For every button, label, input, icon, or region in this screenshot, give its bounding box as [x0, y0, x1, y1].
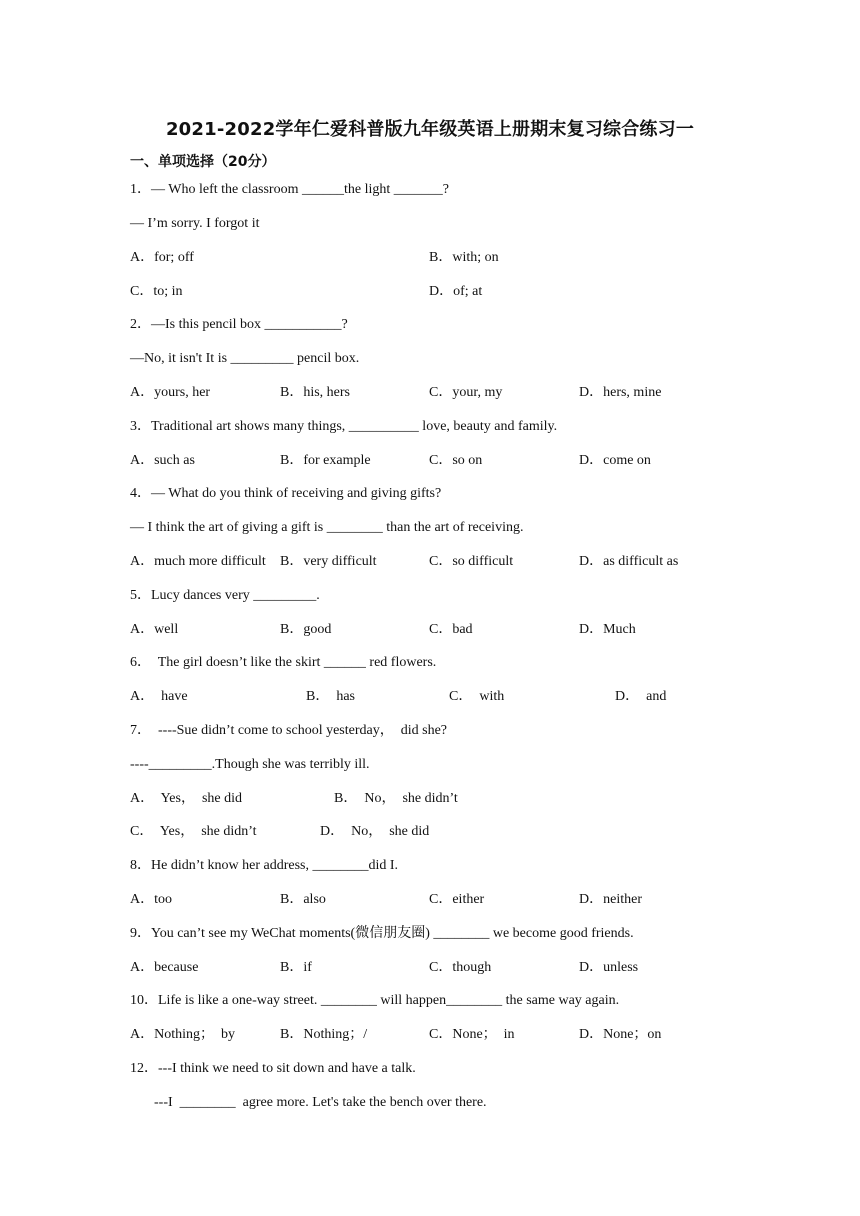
- question-9-option-d: D．unless: [579, 960, 639, 975]
- section-heading: 一、单项选择（20分）: [130, 154, 276, 170]
- question-9-option-b: B．if: [280, 960, 312, 975]
- question-1-option-d: D．of; at: [429, 284, 483, 299]
- question-2-option-c: C．your, my: [429, 385, 503, 400]
- question-9-stem: 9．You can’t see my WeChat moments(微信朋友圈) ________ we become good friends.: [130, 926, 634, 941]
- question-8-option-c: C．either: [429, 892, 485, 907]
- question-4-option-b: B．very difficult: [280, 554, 377, 569]
- question-8-option-d: D．neither: [579, 892, 642, 907]
- question-8-option-b: B．also: [280, 892, 326, 907]
- question-10-stem: 10．Life is like a one-way street. ________ will happen________ the same way again.: [130, 993, 620, 1008]
- question-5-stem: 5．Lucy dances very _________.: [130, 588, 320, 603]
- question-3-option-b: B．for example: [280, 453, 371, 468]
- question-5-option-b: B．good: [280, 622, 332, 637]
- question-4-response: — I think the art of giving a gift is ________ than the art of receiving.: [130, 520, 524, 535]
- question-1-response: — I’m sorry. I forgot it: [130, 216, 260, 231]
- question-8-option-a: A．too: [130, 892, 172, 907]
- question-9-option-a: A．because: [130, 960, 199, 975]
- question-12-stem: 12．---I think we need to sit down and have a talk.: [130, 1061, 416, 1076]
- question-6-option-a: A． have: [130, 689, 188, 704]
- question-4-option-a: A．much more difficult: [130, 554, 266, 569]
- question-7-option-c: C． Yes， she didn’t: [130, 824, 257, 839]
- question-4-option-d: D．as difficult as: [579, 554, 679, 569]
- question-8-stem: 8．He didn’t know her address, ________did I.: [130, 858, 399, 873]
- question-9-option-c: C．though: [429, 960, 492, 975]
- question-10-option-d: D．None；on: [579, 1027, 662, 1042]
- question-7-stem: 7． ----Sue didn’t come to school yesterday， did she?: [130, 723, 448, 738]
- document-title: 2021-2022学年仁爱科普版九年级英语上册期末复习综合练习一: [165, 119, 695, 140]
- question-3-option-c: C．so on: [429, 453, 483, 468]
- question-6-stem: 6． The girl doesn’t like the skirt ______ red flowers.: [130, 655, 437, 670]
- question-1-option-c: C．to; in: [130, 284, 183, 299]
- question-6-option-d: D． and: [615, 689, 667, 704]
- question-1-option-a: A．for; off: [130, 250, 194, 265]
- question-12-response: ---I ________ agree more. Let's take the bench over there.: [154, 1095, 487, 1110]
- question-4-stem: 4．— What do you think of receiving and giving gifts?: [130, 486, 442, 501]
- question-6-option-c: C． with: [449, 689, 505, 704]
- question-7-option-d: D． No， she did: [320, 824, 430, 839]
- question-6-option-b: B． has: [306, 689, 355, 704]
- question-3-option-a: A．such as: [130, 453, 195, 468]
- question-3-stem: 3．Traditional art shows many things, __________ love, beauty and family.: [130, 419, 558, 434]
- question-2-stem: 2．—Is this pencil box ___________?: [130, 317, 348, 332]
- question-2-option-d: D．hers, mine: [579, 385, 662, 400]
- question-2-option-a: A．yours, her: [130, 385, 211, 400]
- question-10-option-a: A．Nothing； by: [130, 1027, 235, 1042]
- question-7-option-a: A． Yes， she did: [130, 791, 243, 806]
- question-7-response: ----_________.Though she was terribly ill.: [130, 757, 370, 772]
- question-1-option-b: B．with; on: [429, 250, 499, 265]
- question-5-option-d: D．Much: [579, 622, 636, 637]
- question-4-option-c: C．so difficult: [429, 554, 514, 569]
- question-2-option-b: B．his, hers: [280, 385, 350, 400]
- question-10-option-b: B．Nothing；/: [280, 1027, 368, 1042]
- question-5-option-c: C．bad: [429, 622, 473, 637]
- question-5-option-a: A．well: [130, 622, 179, 637]
- question-3-option-d: D．come on: [579, 453, 651, 468]
- question-10-option-c: C．None； in: [429, 1027, 515, 1042]
- question-1-stem: 1．— Who left the classroom ______the light _______?: [130, 182, 449, 197]
- question-7-option-b: B． No， she didn’t: [334, 791, 458, 806]
- question-2-response: —No, it isn't It is _________ pencil box.: [130, 351, 360, 366]
